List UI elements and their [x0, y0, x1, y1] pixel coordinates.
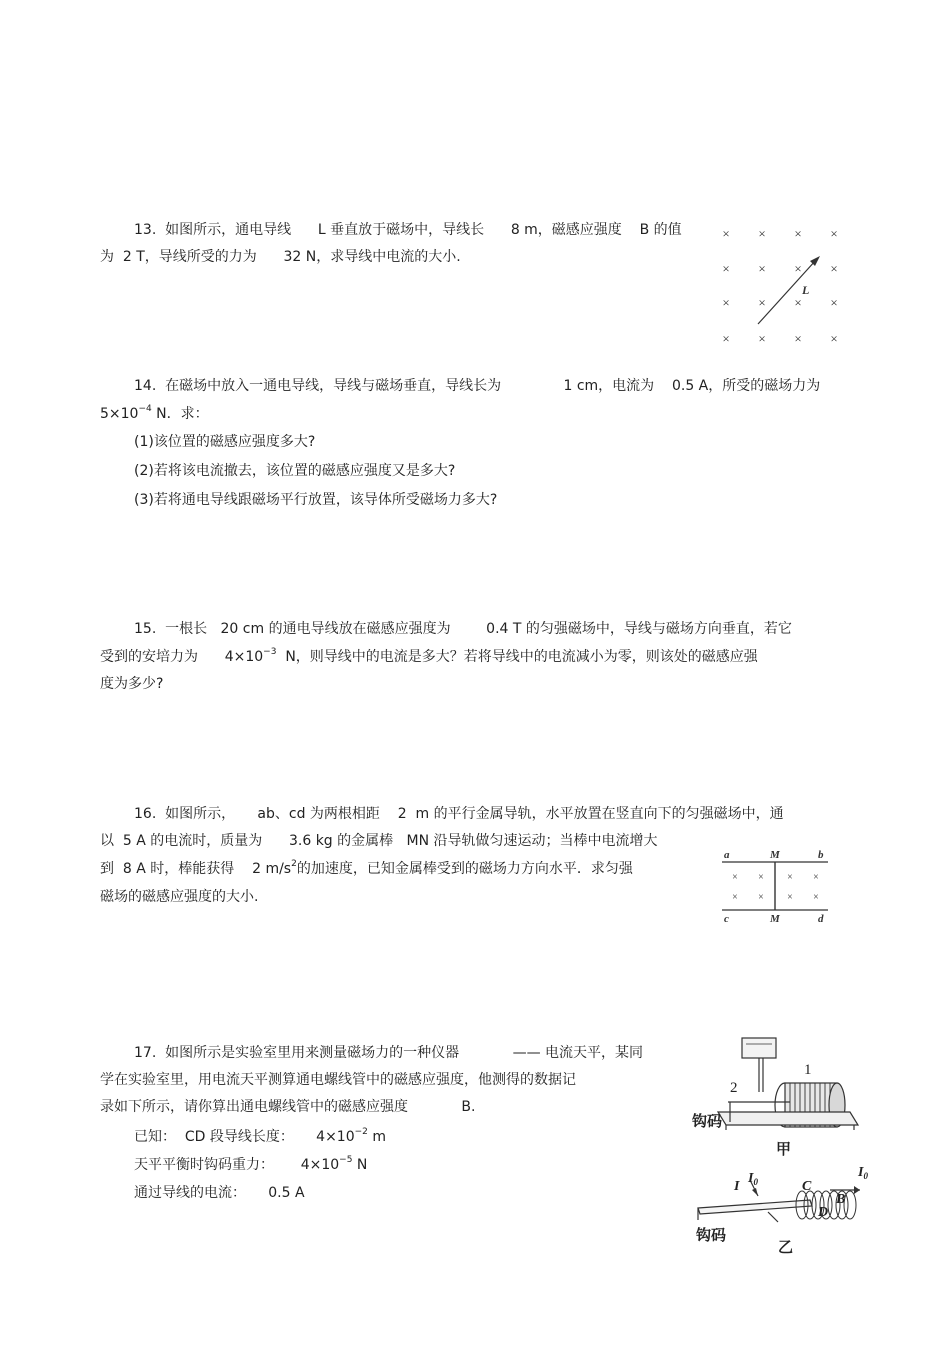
- field-cross: ×: [722, 331, 730, 346]
- q14-line-2-post: N．求：: [151, 406, 209, 422]
- q17-given-3: 通过导线的电流： 0.5 A: [134, 1185, 305, 1201]
- q15-line-1: 15. 一根长 20 cm 的通电导线放在磁感应强度为 0.4 T 的匀强磁场中，导线与磁场方向垂直，若它: [134, 621, 792, 637]
- q17-given-2-post: N: [352, 1157, 368, 1173]
- q17-given-2: [134, 1156, 367, 1174]
- field-cross: ×: [787, 872, 793, 883]
- q17-given-2-exp: −5: [339, 1155, 353, 1165]
- q13-line-1: 13. 如图所示，通电导线 L 垂直放于磁场中，导线长 8 m，磁感应强度 B 的值: [134, 222, 682, 238]
- field-cross: ×: [758, 331, 766, 346]
- apparatus-base: [718, 1112, 858, 1125]
- field-cross: ×: [830, 226, 838, 241]
- label-B: B: [836, 1192, 846, 1207]
- q16-line-2: 以 5 A 的电流时，质量为 3.6 kg 的金属棒 MN 沿导轨做匀速运动；当棒中电流增大: [100, 833, 658, 849]
- field-cross: ×: [722, 261, 730, 276]
- field-cross: ×: [732, 872, 738, 883]
- q14-part-2: (2)若将该电流撤去，该位置的磁感应强度又是多大?: [134, 463, 456, 479]
- q14-part-1: (1)该位置的磁感应强度多大?: [134, 434, 316, 450]
- q14-line-2-exp: −4: [138, 404, 152, 414]
- q16-line-4: 磁场的磁感应强度的大小.: [100, 889, 259, 905]
- q17-given-1-post: m: [367, 1129, 386, 1145]
- field-cross: ×: [830, 295, 838, 310]
- field-cross: ×: [794, 331, 802, 346]
- q15-line-3: 度为多少?: [100, 676, 164, 692]
- q14-part-3: (3)若将通电导线跟磁场平行放置，该导体所受磁场力多大?: [134, 492, 498, 508]
- field-cross: ×: [787, 892, 793, 903]
- q16-line-3: [100, 860, 633, 878]
- rail-label-b: b: [818, 849, 824, 861]
- q16-line-3-pre: 到 8 A 时，棒能获得 2 m/s: [100, 861, 292, 877]
- field-cross: ×: [732, 892, 738, 903]
- q16-rails-figure: [718, 844, 833, 926]
- q14-line-2-pre: 5×10: [100, 406, 139, 422]
- field-cross: ×: [813, 872, 819, 883]
- q17-given-1-pre: 已知： CD 段导线长度： 4×10: [134, 1129, 355, 1145]
- hook-label-top: 钩码: [692, 1114, 723, 1130]
- q17-given-1-exp: −2: [354, 1127, 368, 1137]
- scale-dial: [742, 1038, 776, 1058]
- field-cross: ×: [794, 295, 802, 310]
- q17-given-2-pre: 天平平衡时钩码重力： 4×10: [134, 1157, 340, 1173]
- field-cross: ×: [758, 872, 764, 883]
- q17-line-1: 17. 如图所示是实验室里用来测量磁场力的一种仪器 —— 电流天平，某同: [134, 1045, 644, 1061]
- field-cross: ×: [758, 226, 766, 241]
- q13-line-2: 为 2 T，导线所受的力为 32 N，求导线中电流的大小.: [100, 249, 461, 265]
- q14-line-1: 14. 在磁场中放入一通电导线，导线与磁场垂直，导线长为 1 cm，电流为 0.5 A，所受的磁场力为: [134, 378, 821, 394]
- q15-line-2: [100, 648, 758, 666]
- field-cross: ×: [830, 331, 838, 346]
- rail-label-a: a: [724, 849, 730, 861]
- label-I: I: [734, 1179, 740, 1194]
- field-cross: ×: [722, 226, 730, 241]
- field-cross: ×: [758, 892, 764, 903]
- q17-given-1: [134, 1128, 386, 1146]
- rail-label-c: c: [724, 913, 729, 925]
- q15-line-2-post: N，则导线中的电流是多大？若将导线中的电流减小为零，则该处的磁感应强: [276, 649, 758, 665]
- field-cross: ×: [794, 261, 802, 276]
- q15-line-2-pre: 受到的安培力为 4×10: [100, 649, 264, 665]
- q17-current-balance-figure: [690, 1030, 880, 1260]
- label-I0-left: $I_0$: [748, 1171, 758, 1187]
- q16-line-1: 16. 如图所示， ab、cd 为两根相距 2 m 的平行金属导轨，水平放置在竖直向下的匀强磁场中，通: [134, 806, 784, 822]
- q16-line-3-post: 的加速度，已知金属棒受到的磁场力方向水平．求匀强: [296, 861, 633, 877]
- label-C: C: [802, 1179, 812, 1194]
- figure-label-yi: 乙: [778, 1240, 794, 1256]
- label-D: D: [818, 1205, 829, 1220]
- field-cross: ×: [758, 295, 766, 310]
- q15-line-2-exp: −3: [263, 647, 277, 657]
- label-I0-right: $I_0$: [858, 1165, 868, 1181]
- label-2: 2: [730, 1080, 738, 1096]
- rail-label-m-bottom: M: [770, 913, 780, 925]
- apparatus-jia: [718, 1038, 858, 1130]
- balance-arm: [698, 1200, 812, 1214]
- q14-line-2: [100, 405, 209, 423]
- field-cross: ×: [813, 892, 819, 903]
- q17-line-2: 学在实验室里，用电流天平测算通电螺线管中的磁感应强度，他测得的数据记: [100, 1072, 576, 1088]
- rail-label-m-top: M: [770, 849, 780, 861]
- field-cross: ×: [830, 261, 838, 276]
- field-cross: ×: [794, 226, 802, 241]
- q17-line-3: 录如下所示，请你算出通电螺线管中的磁感应强度 B.: [100, 1099, 476, 1115]
- field-cross: ×: [722, 295, 730, 310]
- q16-line-3-exp: 2: [291, 859, 297, 869]
- hook-label-bottom: 钩码: [696, 1228, 727, 1244]
- figure-label-jia: 甲: [776, 1142, 792, 1158]
- label-1: 1: [804, 1062, 812, 1078]
- wire-label: L: [802, 283, 810, 297]
- field-cross: ×: [758, 261, 766, 276]
- q13-field-figure: [712, 222, 852, 350]
- rail-label-d: d: [818, 913, 824, 925]
